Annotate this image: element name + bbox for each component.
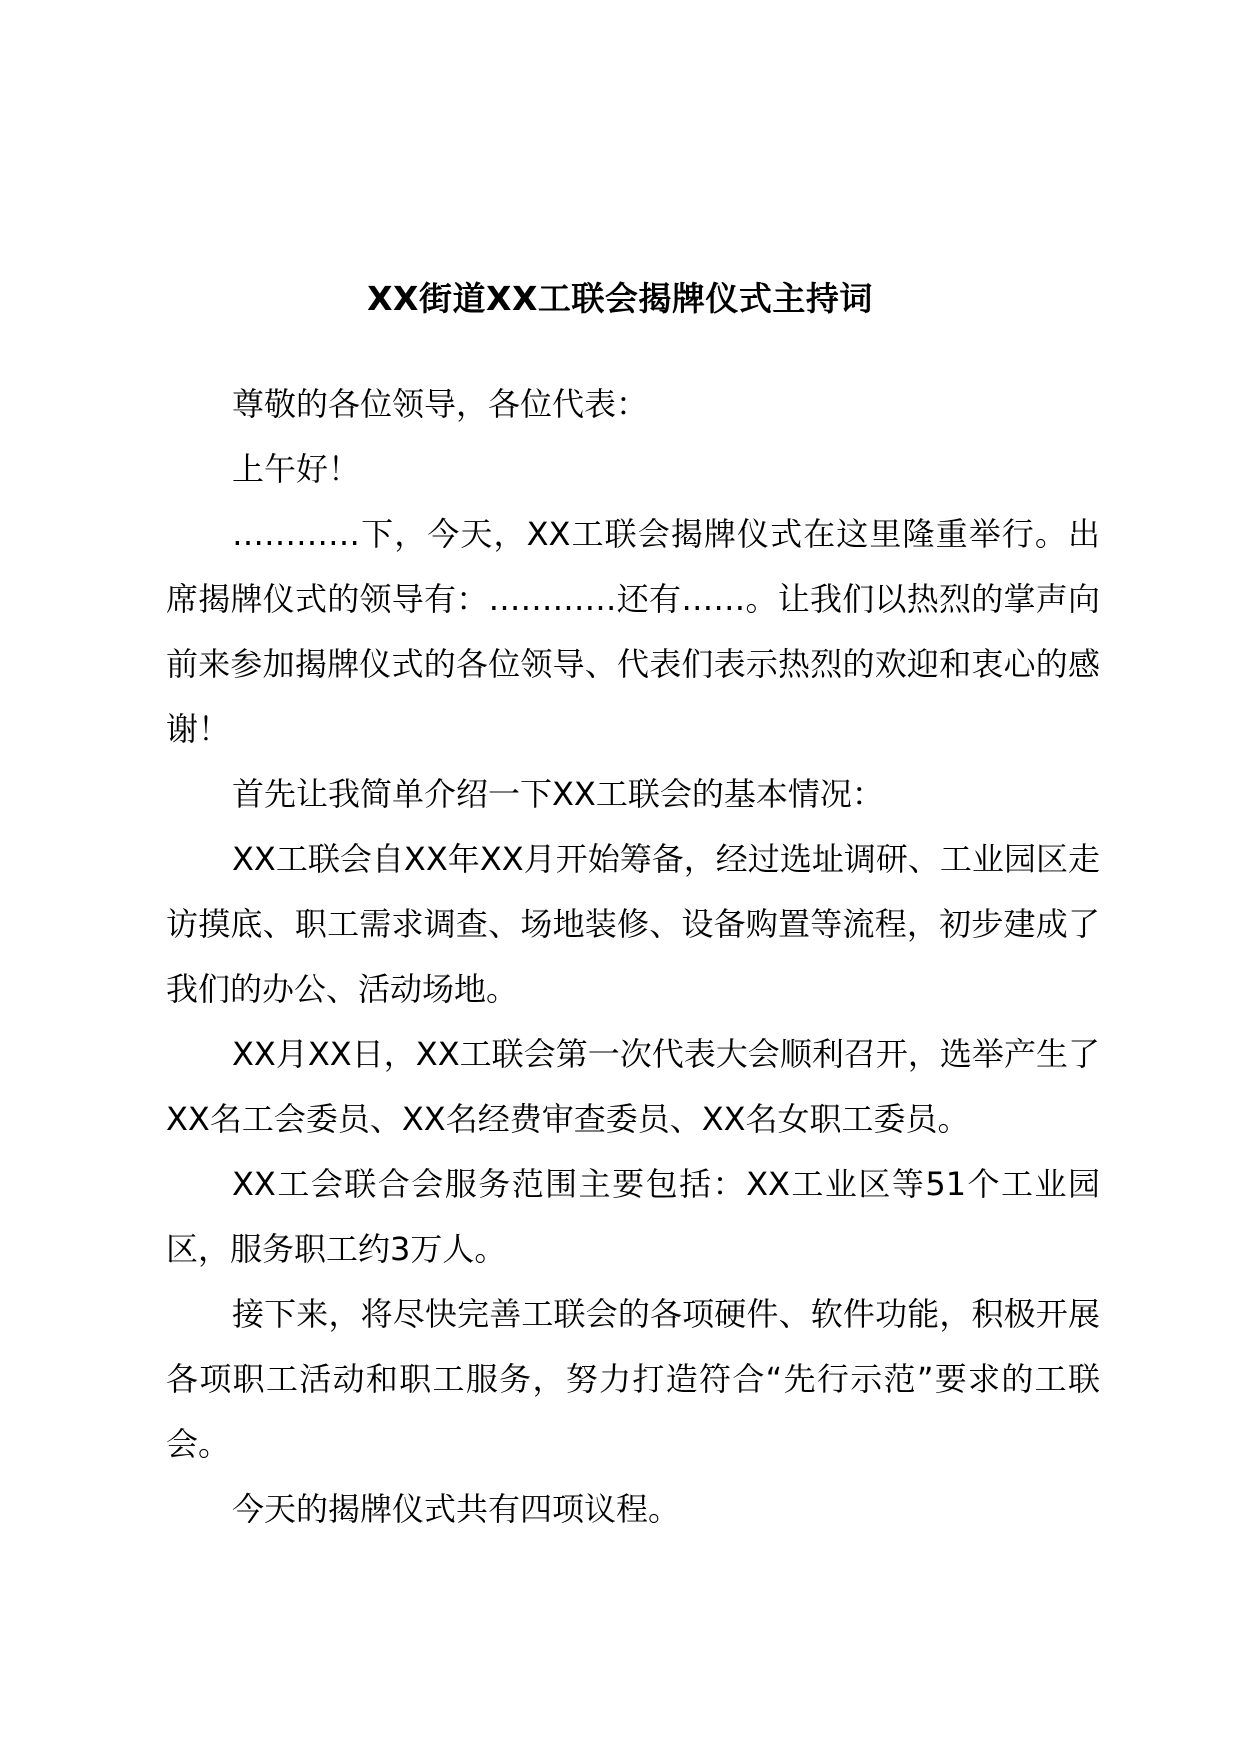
congress-paragraph: XX月XX日，XX工联会第一次代表大会顺利召开，选举产生了XX名工会委员、XX名经费审查委员、XX名女职工委员。 bbox=[166, 1035, 1100, 1138]
document-body bbox=[166, 372, 1100, 1542]
introduction-paragraph: 首先让我简单介绍一下XX工联会的基本情况： bbox=[232, 775, 884, 813]
service-scope-paragraph: XX工会联合会服务范围主要包括：XX工业区等51个工业园区，服务职工约3万人。 bbox=[166, 1165, 1100, 1268]
document-title: XX街道XX工联会揭牌仪式主持词 bbox=[367, 279, 873, 318]
opening-paragraph: …………下，今天，XX工联会揭牌仪式在这里隆重举行。出席揭牌仪式的领导有：…………还有……。让我们以热烈的掌声向前来参加揭牌仪式的各位领导、代表们表示热烈的欢迎和衷心的感谢！ bbox=[166, 515, 1100, 748]
preparation-paragraph: XX工联会自XX年XX月开始筹备，经过选址调研、工业园区走访摸底、职工需求调查、场地装修、设备购置等流程，初步建成了我们的办公、活动场地。 bbox=[166, 840, 1100, 1008]
agenda-paragraph: 今天的揭牌仪式共有四项议程。 bbox=[232, 1490, 681, 1528]
salutation-paragraph: 尊敬的各位领导，各位代表： bbox=[232, 385, 649, 423]
next-steps-paragraph: 接下来，将尽快完善工联会的各项硬件、软件功能，积极开展各项职工活动和职工服务，努力打造符合“先行示范”要求的工联会。 bbox=[166, 1295, 1100, 1463]
greeting-paragraph: 上午好！ bbox=[232, 450, 361, 488]
